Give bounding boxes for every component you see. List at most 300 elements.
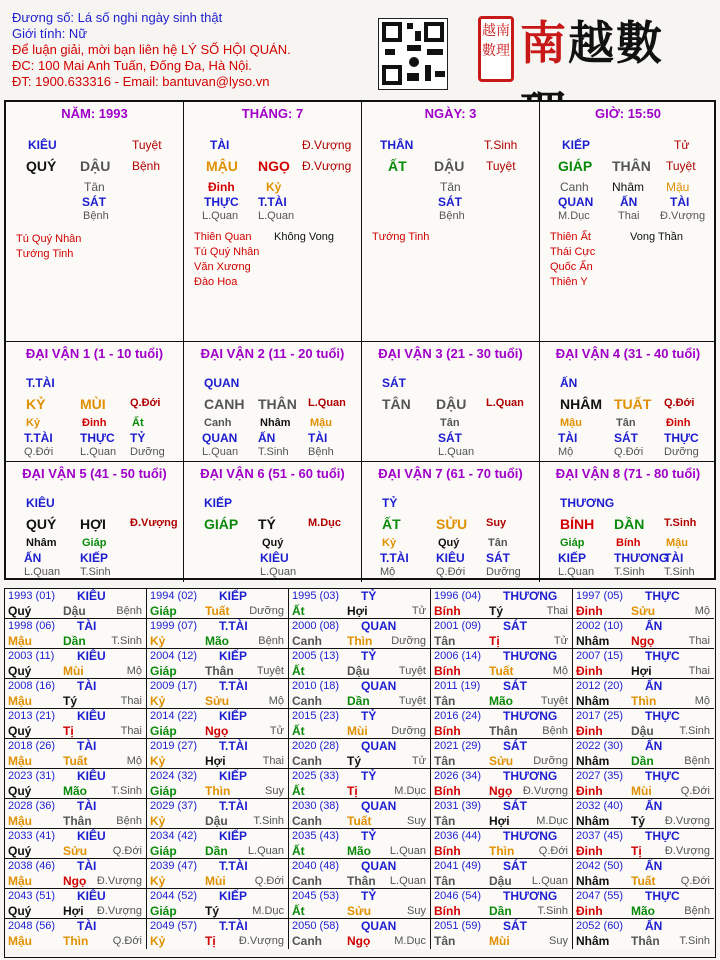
year-cell (573, 709, 714, 739)
year-cell (431, 709, 573, 739)
year-label: 2039 (47) (150, 860, 198, 872)
year-cell (147, 709, 289, 739)
year-state: Đ.Vượng (96, 905, 142, 917)
year-state: Suy (549, 935, 568, 947)
year-label: 2012 (20) (576, 680, 624, 692)
year-god: KIẾP (219, 889, 248, 903)
year-label: 2024 (32) (150, 770, 198, 782)
year-cell (431, 649, 573, 679)
dv-can: BÍNH (560, 516, 595, 532)
year-cell (289, 589, 431, 619)
year-can: Giáp (150, 604, 177, 618)
year-state: Tuyệt (256, 665, 284, 677)
pillar-title: GIỜ: 15:50 (594, 106, 661, 121)
star-notes: Thiên Ất Thái Cực Quốc Ấn Thiên Y (550, 231, 596, 288)
dai-van-5 (6, 462, 184, 582)
hidden-state: L.Quan (202, 210, 239, 222)
year-label: 1993 (01) (8, 590, 56, 602)
dv-hidden-state: Bệnh (308, 446, 334, 458)
year-god: QUAN (361, 919, 397, 933)
dv-hidden-state: L.Quan (438, 446, 475, 458)
star-notes-right: Không Vong (274, 231, 334, 243)
year-chi: Tý (63, 694, 78, 708)
year-state: Tuyệt (540, 695, 568, 707)
year-god: SÁT (503, 619, 527, 633)
year-god: THỰC (645, 649, 680, 663)
year-state: T.Sinh (111, 785, 142, 797)
year-god: TỶ (361, 769, 377, 783)
year-god: SÁT (503, 919, 527, 933)
year-state: Dưỡng (533, 755, 568, 767)
year-cell (5, 709, 147, 739)
pillar-can: GIÁP (558, 158, 593, 174)
dv-chi-state: L.Quan (308, 397, 346, 409)
pillar-chi-state: Tuyệt (666, 159, 696, 173)
year-state: Tử (411, 755, 426, 767)
year-chi: Tuất (489, 664, 514, 678)
year-state: Bệnh (684, 905, 710, 917)
dv-god: KIÊU (26, 496, 55, 510)
pillar-state: Tuyệt (132, 138, 162, 152)
year-god: ẤN (645, 679, 663, 693)
year-god: T.TÀI (219, 679, 248, 693)
year-chi: Tị (631, 844, 642, 858)
dv-chi: HỢI (80, 516, 106, 532)
year-can: Đinh (576, 844, 603, 858)
year-state: Suy (407, 905, 426, 917)
year-state: Bệnh (684, 755, 710, 767)
pillar-state: Đ.Vượng (302, 138, 352, 152)
year-cell (431, 859, 573, 889)
year-chi: Dậu (631, 724, 654, 738)
dai-van-title: ĐẠI VẬN 1 (1 - 10 tuổi) (25, 346, 164, 361)
pillar-title: NĂM: 1993 (61, 106, 128, 121)
dv-hidden-stem: Nhâm (260, 417, 291, 429)
dv-hidden-god: SÁT (614, 431, 638, 445)
year-state: T.Sinh (679, 725, 710, 737)
year-god: THƯƠNG (503, 889, 558, 903)
pillar-state: Tử (674, 138, 690, 152)
hidden-state: Bệnh (439, 210, 465, 222)
year-chi: Dần (347, 694, 370, 708)
dv-hidden-god: KIẾP (80, 551, 109, 565)
year-label: 2041 (49) (434, 860, 482, 872)
pillar-state: T.Sinh (484, 138, 518, 152)
year-can: Nhâm (576, 694, 610, 708)
year-god: T.TÀI (219, 859, 248, 873)
year-cell (147, 829, 289, 859)
year-cell (431, 679, 573, 709)
year-god: T.TÀI (219, 919, 248, 933)
year-cell (147, 799, 289, 829)
year-god: TÀI (77, 619, 97, 633)
year-state: Q.Đới (680, 785, 710, 797)
year-can: Giáp (150, 664, 177, 678)
year-chi: Mùi (489, 934, 510, 948)
dv-chi: TUẤT (614, 396, 652, 412)
year-cell (147, 769, 289, 799)
year-label: 2044 (52) (150, 890, 198, 902)
dv-chi: MÙI (80, 396, 106, 412)
year-label: 2009 (17) (150, 680, 198, 692)
year-god: T.TÀI (219, 739, 248, 753)
year-chi: Ngọ (631, 634, 655, 648)
year-label: 2001 (09) (434, 620, 482, 632)
hidden-stem: Mậu (666, 180, 690, 194)
year-label: 2038 (46) (8, 860, 56, 872)
year-god: TÀI (77, 739, 97, 753)
dv-hidden-stem: Canh (204, 417, 232, 429)
year-chi: Thân (631, 934, 660, 948)
dv-chi-state: T.Sinh (664, 517, 697, 529)
year-chi: Sửu (205, 694, 230, 708)
pillar-god: KIẾP (562, 138, 591, 152)
year-can: Nhâm (576, 634, 610, 648)
year-state: Mộ (694, 695, 710, 707)
year-state: Thai (262, 755, 284, 767)
year-god: KIÊU (77, 649, 106, 663)
year-can: Canh (292, 754, 322, 768)
year-label: 2004 (12) (150, 650, 198, 662)
year-cell (573, 679, 714, 709)
pillar-hour (540, 102, 716, 342)
year-chi: Thìn (631, 694, 657, 708)
phone-email-line: ĐT: 1900.633316 - Email: bantuvan@lyso.vn (12, 74, 270, 89)
year-can: Quý (8, 724, 32, 738)
dv-hidden-god: ẤN (24, 551, 42, 565)
year-cell (5, 799, 147, 829)
qr-code[interactable] (378, 18, 448, 90)
year-label: 2016 (24) (434, 710, 482, 722)
dv-god: THƯƠNG (560, 496, 615, 510)
year-can: Canh (292, 934, 322, 948)
year-can: Mậu (8, 634, 32, 648)
hidden-god: T.TÀI (258, 195, 287, 209)
star-notes: Tướng Tinh (372, 231, 430, 243)
year-state: Tử (553, 635, 568, 647)
pillar-chi-state: Đ.Vượng (302, 159, 352, 173)
year-can: Quý (8, 784, 32, 798)
year-chi: Thân (347, 874, 376, 888)
year-label: 2022 (30) (576, 740, 624, 752)
year-chi: Thân (63, 814, 92, 828)
year-state: Thai (688, 635, 710, 647)
year-chi: Hợi (347, 604, 368, 618)
pillar-can: MẬU (206, 158, 238, 174)
dai-van-6 (184, 462, 362, 582)
year-label: 2011 (19) (434, 680, 481, 692)
year-chi: Tị (489, 634, 500, 648)
year-cell (5, 889, 147, 919)
dv-hidden-state: L.Quan (260, 566, 297, 578)
year-god: SÁT (503, 679, 527, 693)
year-chi: Sửu (631, 604, 656, 618)
year-can: Canh (292, 814, 322, 828)
dai-van-title: ĐẠI VẬN 4 (31 - 40 tuổi) (555, 346, 701, 361)
year-cell (573, 799, 714, 829)
year-chi: Ngọ (63, 874, 87, 888)
year-state: Mộ (126, 665, 142, 677)
year-state: Thai (688, 665, 710, 677)
dv-hidden-god: TỶ (130, 431, 146, 445)
year-can: Nhâm (576, 814, 610, 828)
year-cell (5, 829, 147, 859)
year-state: M.Dục (252, 905, 284, 917)
year-god: QUAN (361, 679, 397, 693)
year-state: T.Sinh (253, 815, 284, 827)
year-can: Tân (434, 814, 456, 828)
year-chi: Tuất (205, 604, 230, 618)
year-state: M.Dục (394, 785, 426, 797)
dv-hidden-god: TÀI (308, 431, 328, 445)
year-can: Đinh (576, 784, 603, 798)
year-god: ẤN (645, 799, 663, 813)
dv-can: KỶ (26, 396, 46, 412)
address-line: ĐC: 100 Mai Anh Tuấn, Đống Đa, Hà Nội. (12, 58, 252, 73)
pillar-chi: NGỌ (258, 158, 290, 174)
year-god: THƯƠNG (503, 589, 558, 603)
year-state: Mộ (268, 695, 284, 707)
year-label: 2036 (44) (434, 830, 482, 842)
annual-luck-table (4, 588, 716, 958)
year-state: L.Quan (389, 845, 426, 857)
dv-chi: TÝ (258, 516, 276, 532)
brand-text: 南越數 (520, 16, 664, 70)
year-can: Mậu (8, 934, 32, 948)
year-chi: Ngọ (205, 724, 229, 738)
hidden-state: Đ.Vượng (660, 210, 706, 222)
year-can: Đinh (576, 724, 603, 738)
pillar-can: ẤT (388, 158, 407, 174)
year-label: 2008 (16) (8, 680, 56, 692)
year-cell (573, 619, 714, 649)
dv-hidden-state: Q.Đới (614, 446, 644, 458)
hidden-god: ẤN (620, 195, 638, 209)
dai-van-3 (362, 342, 540, 462)
year-god: ẤN (645, 859, 663, 873)
year-state: T.Sinh (111, 635, 142, 647)
dv-hidden-stem: Nhâm (26, 537, 57, 549)
hidden-god: SÁT (82, 195, 106, 209)
year-can: Kỷ (150, 754, 166, 768)
year-chi: Dậu (63, 604, 86, 618)
year-chi: Tị (205, 934, 216, 948)
dv-hidden-stem: Quý (262, 537, 284, 549)
dv-hidden-stem: Bính (616, 537, 641, 549)
dai-van-4 (540, 342, 716, 462)
dv-chi: SỬU (436, 516, 468, 532)
year-god: KIÊU (77, 889, 106, 903)
year-god: QUAN (361, 859, 397, 873)
year-label: 2031 (39) (434, 800, 482, 812)
year-cell (5, 589, 147, 619)
contact-line: Để luận giải, mời bạn liên hệ LÝ SỐ HỘI QUÁN. (12, 42, 291, 57)
year-chi: Ngọ (489, 784, 513, 798)
year-can: Bính (434, 664, 461, 678)
pillar-chi: DẬU (80, 158, 111, 174)
year-god: TÀI (77, 919, 97, 933)
year-state: Đ.Vượng (664, 845, 710, 857)
year-cell (147, 679, 289, 709)
year-label: 2033 (41) (8, 830, 56, 842)
year-label: 2046 (54) (434, 890, 482, 902)
year-state: Suy (407, 815, 426, 827)
year-label: 2005 (13) (292, 650, 340, 662)
dv-chi: THÂN (258, 396, 297, 412)
pillar-god: KIÊU (28, 138, 57, 152)
year-god: KIẾP (219, 829, 248, 843)
year-chi: Mùi (631, 784, 652, 798)
year-state: Đ.Vượng (96, 875, 142, 887)
year-state: L.Quan (247, 845, 284, 857)
year-label: 1995 (03) (292, 590, 340, 602)
year-chi: Tý (489, 604, 504, 618)
pillar-can: QUÝ (26, 158, 57, 174)
year-chi: Dậu (205, 814, 228, 828)
dai-van-title: ĐẠI VẬN 3 (21 - 30 tuổi) (378, 346, 523, 361)
year-chi: Mão (489, 694, 513, 708)
pillar-chi: THÂN (612, 158, 651, 174)
pillar-chi-state: Tuyệt (486, 159, 516, 173)
hidden-god: THỰC (204, 195, 239, 209)
dv-hidden-stem: Mậu (560, 417, 582, 429)
year-cell (289, 919, 431, 949)
year-can: Canh (292, 634, 322, 648)
year-cell (573, 919, 714, 949)
year-can: Giáp (150, 724, 177, 738)
year-god: KIÊU (77, 829, 106, 843)
year-god: THƯƠNG (503, 769, 558, 783)
hidden-god: QUAN (558, 195, 594, 209)
year-god: ẤN (645, 619, 663, 633)
pillar-day (362, 102, 540, 342)
year-state: Dưỡng (391, 635, 426, 647)
hidden-state: M.Dục (558, 210, 590, 222)
hidden-stem: Tân (440, 180, 461, 194)
year-state: M.Dục (394, 935, 426, 947)
year-god: KIẾP (219, 649, 248, 663)
year-label: 2042 (50) (576, 860, 624, 872)
dv-hidden-state: L.Quan (202, 446, 239, 458)
year-god: THỰC (645, 889, 680, 903)
dv-hidden-stem: Kỷ (382, 537, 397, 549)
dv-hidden-state: Q.Đới (24, 446, 54, 458)
dai-van-title: ĐẠI VẬN 8 (71 - 80 tuổi) (555, 466, 701, 481)
dv-hidden-stem: Tân (616, 417, 636, 429)
dv-hidden-state: Mộ (380, 566, 396, 578)
year-cell (431, 919, 573, 949)
year-chi: Mão (347, 844, 371, 858)
dv-god: TỶ (382, 496, 398, 510)
year-state: Q.Đới (112, 845, 142, 857)
year-cell (289, 739, 431, 769)
year-state: Bệnh (116, 815, 142, 827)
year-label: 1999 (07) (150, 620, 198, 632)
year-can: Đinh (576, 664, 603, 678)
dv-chi-state: Đ.Vượng (130, 517, 178, 529)
gender-line: Giới tính: Nữ (12, 26, 88, 41)
year-god: QUAN (361, 799, 397, 813)
star-notes: Tú Quý Nhân Tướng Tinh (16, 233, 82, 260)
dv-hidden-stem: Đinh (666, 417, 691, 429)
year-chi: Mùi (205, 874, 226, 888)
year-label: 2015 (23) (292, 710, 340, 722)
year-chi: Thân (489, 724, 518, 738)
year-god: THỰC (645, 769, 680, 783)
year-god: ẤN (645, 919, 663, 933)
dv-hidden-state: Dưỡng (486, 566, 521, 578)
year-cell (573, 739, 714, 769)
year-can: Nhâm (576, 874, 610, 888)
year-god: ẤN (645, 739, 663, 753)
year-label: 2052 (60) (576, 920, 624, 932)
year-state: Thai (546, 605, 568, 617)
year-can: Canh (292, 874, 322, 888)
year-chi: Mùi (63, 664, 84, 678)
year-can: Quý (8, 664, 32, 678)
year-chi: Dậu (489, 874, 512, 888)
year-cell (289, 769, 431, 799)
year-cell (431, 889, 573, 919)
year-cell (5, 859, 147, 889)
dv-hidden-state: T.Sinh (614, 566, 645, 578)
dv-hidden-stem: Ất (132, 417, 144, 429)
year-label: 2018 (26) (8, 740, 56, 752)
dv-hidden-state: T.Sinh (80, 566, 111, 578)
year-cell (147, 739, 289, 769)
year-label: 2020 (28) (292, 740, 340, 752)
year-label: 2006 (14) (434, 650, 482, 662)
year-chi: Ngọ (347, 934, 371, 948)
dv-hidden-state: L.Quan (24, 566, 61, 578)
dv-hidden-stem: Đinh (82, 417, 107, 429)
year-chi: Sửu (347, 904, 372, 918)
pillar-chi-state: Bệnh (132, 159, 161, 173)
year-can: Ất (292, 604, 305, 618)
dv-hidden-god: ẤN (258, 431, 276, 445)
dv-hidden-stem: Giáp (560, 537, 585, 549)
year-can: Nhâm (576, 754, 610, 768)
year-can: Kỷ (150, 934, 166, 948)
year-can: Canh (292, 694, 322, 708)
year-god: TỶ (361, 589, 377, 603)
dai-van-title: ĐẠI VẬN 2 (11 - 20 tuổi) (200, 346, 345, 361)
year-cell (5, 919, 147, 949)
year-can: Tân (434, 634, 456, 648)
year-can: Nhâm (576, 934, 610, 948)
year-cell (573, 769, 714, 799)
year-can: Ất (292, 844, 305, 858)
dv-hidden-stem: Quý (438, 537, 460, 549)
dv-hidden-stem: Tân (440, 417, 460, 429)
hidden-god: TÀI (670, 195, 690, 209)
year-god: KIÊU (77, 769, 106, 783)
dv-god: QUAN (204, 376, 240, 390)
year-god: KIẾP (219, 589, 248, 603)
year-label: 2021 (29) (434, 740, 482, 752)
year-chi: Dần (489, 904, 512, 918)
year-can: Bính (434, 604, 461, 618)
year-can: Tân (434, 874, 456, 888)
year-label: 2035 (43) (292, 830, 340, 842)
year-god: T.TÀI (219, 799, 248, 813)
year-label: 2049 (57) (150, 920, 198, 932)
dv-hidden-god: TÀI (558, 431, 578, 445)
year-state: Mộ (694, 605, 710, 617)
year-god: THỰC (645, 709, 680, 723)
year-label: 2034 (42) (150, 830, 198, 842)
dv-chi-state: Suy (486, 517, 507, 529)
